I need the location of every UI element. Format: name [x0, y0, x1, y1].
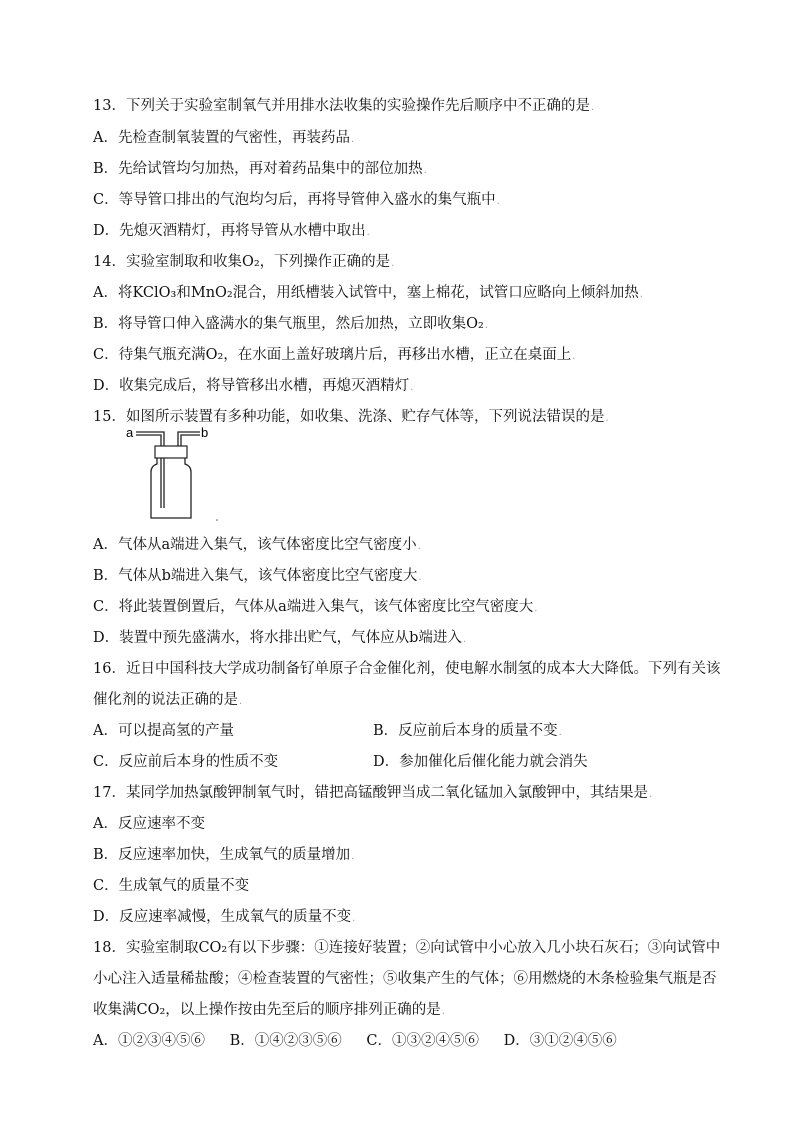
q15-option-a: A．气体从a端进入集气，该气体密度比空气密度小.: [93, 537, 421, 553]
q16-option-c: C．反应前后本身的性质不变: [93, 754, 279, 770]
q17-stem: 17．某同学加热氯酸钾制氧气时，错把高锰酸钾当成二氧化锰加入氯酸钾中，其结果是.: [93, 785, 653, 801]
q15-stem: 15．如图所示装置有多种功能，如收集、洗涤、贮存气体等，下列说法错误的是.: [93, 409, 609, 425]
port-b-label: b: [201, 425, 209, 440]
q13-option-c: C．等导管口排出的气泡均匀后，再将导管伸入盛水的集气瓶中.: [93, 192, 500, 208]
q16-stem-line2: 催化剂的说法正确的是.: [93, 692, 243, 708]
q14-option-b: B．将导管口伸入盛满水的集气瓶里，然后加热，立即收集O₂.: [93, 316, 489, 332]
q16-options-row2: [93, 752, 713, 772]
gas-bottle-diagram: [124, 420, 234, 530]
q17-option-a: A．反应速率不变: [93, 816, 205, 832]
q18-options: [93, 1031, 617, 1051]
q15-option-b: B．气体从b端进入集气，该气体密度比空气密度大.: [93, 568, 422, 584]
q17-option-b: B．反应速率加快，生成氧气的质量增加.: [93, 847, 355, 863]
q16-option-a: A．可以提高氢的产量: [93, 723, 234, 739]
q16-option-d: D．参加催化后催化能力就会消失: [373, 754, 588, 770]
q13-option-a: A．先检查制氧装置的气密性，再装药品.: [93, 130, 355, 146]
q16-options-row1: [93, 721, 713, 741]
q16-stem-line1: 16．近日中国科技大学成功制备钌单原子合金催化剂，使电解水制氢的成本大大降低。下列有关该: [93, 661, 721, 677]
q15-option-d: D．装置中预先盛满水，将水排出贮气，气体应从b端进入.: [93, 630, 467, 646]
q18-stem-line1: 18．实验室制取CO₂有以下步骤：①连接好装置；②向试管中小心放入几小块石灰石；③向试管中: [93, 940, 721, 956]
q15-option-c: C．将此装置倒置后，气体从a端进入集气，该气体密度比空气密度大.: [93, 599, 538, 615]
q16-option-b: B．反应前后本身的质量不变.: [373, 723, 562, 739]
q13-option-b: B．先给试管均匀加热，再对着药品集中的部位加热.: [93, 161, 427, 177]
q18-option-b: B．①④②③⑤⑥: [229, 1033, 342, 1049]
q14-option-c: C．待集气瓶充满O₂，在水面上盖好玻璃片后，再移出水槽，正立在桌面上.: [93, 347, 576, 363]
q13-option-d: D．先熄灭酒精灯，再将导管从水槽中取出.: [93, 223, 370, 239]
q17-option-c: C．生成氧气的质量不变: [93, 878, 250, 894]
q18-option-a: A．①②③④⑤⑥: [93, 1033, 205, 1049]
q14-option-a: A．将KClO₃和MnO₂混合，用纸槽装入试管中，塞上棉花，试管口应略向上倾斜加热.: [93, 285, 643, 301]
q14-stem: 14．实验室制取和收集O₂，下列操作正确的是.: [93, 254, 395, 270]
q18-option-c: C．①③②④⑤⑥: [366, 1033, 479, 1049]
q14-option-d: D．收集完成后，将导管移出水槽，再熄灭酒精灯.: [93, 378, 414, 394]
q17-option-d: D．反应速率减慢，生成氧气的质量不变.: [93, 909, 356, 925]
q13-stem: 13．下列关于实验室制氧气并用排水法收集的实验操作先后顺序中不正确的是.: [93, 98, 595, 114]
q18-stem-line2: 小心注入适量稀盐酸；④检查装置的气密性；⑤收集产生的气体；⑥用燃烧的木条检验集气瓶是否: [93, 971, 717, 987]
q18-stem-line3: 收集满CO₂，以上操作按由先至后的顺序排列正确的是.: [93, 1002, 445, 1018]
q18-option-d: D．③①②④⑤⑥: [503, 1033, 617, 1049]
port-a-label: a: [126, 425, 134, 440]
